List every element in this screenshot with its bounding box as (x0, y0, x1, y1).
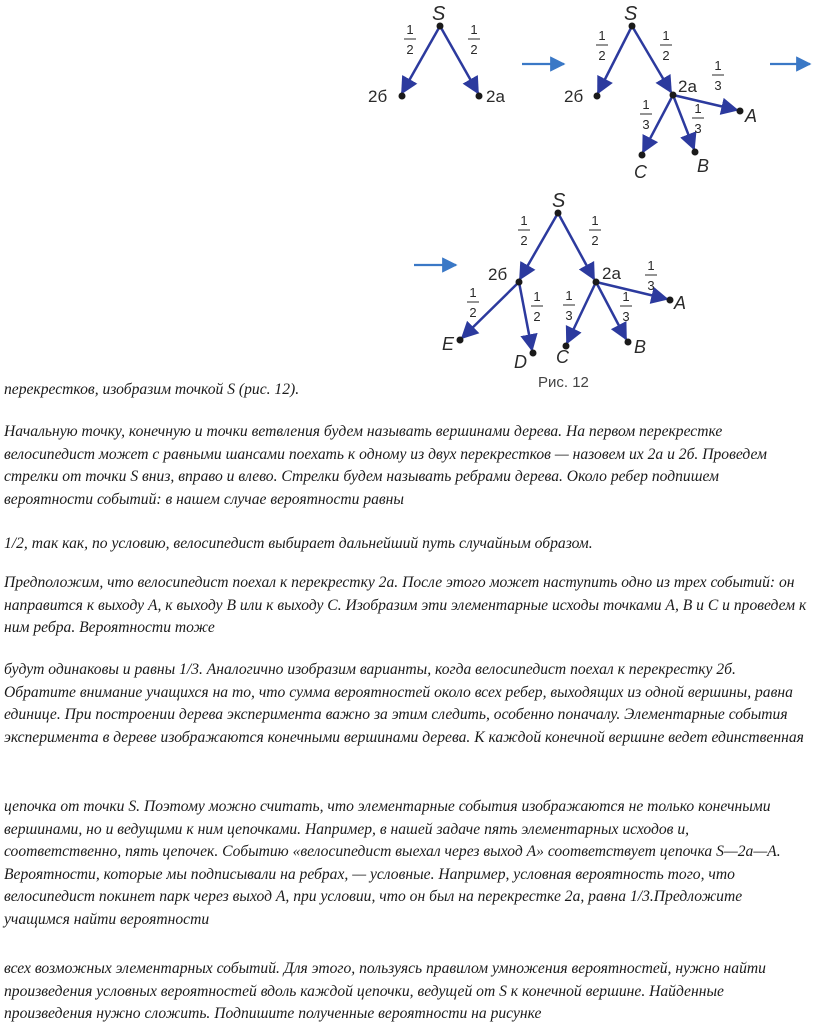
figure-caption: Рис. 12 (538, 374, 589, 391)
svg-text:1: 1 (598, 28, 606, 43)
svg-text:3: 3 (714, 78, 722, 93)
svg-text:2: 2 (598, 48, 606, 63)
svg-text:1: 1 (662, 28, 670, 43)
svg-text:1: 1 (642, 97, 650, 112)
svg-text:1: 1 (565, 288, 573, 303)
label-a: A (745, 106, 758, 126)
label-e: E (442, 334, 455, 354)
label-2a: 2а (602, 264, 621, 283)
prob-label (712, 58, 724, 93)
label-2b: 2б (564, 87, 584, 106)
tree-step-2 (564, 3, 757, 182)
paragraph-3: 1/2, так как, по условию, велосипедист выбирает дальнейший путь случайным образом. (4, 535, 593, 552)
svg-text:2: 2 (469, 305, 477, 320)
svg-text:1: 1 (714, 58, 722, 73)
label-d: D (514, 352, 527, 372)
node-2b (399, 93, 406, 100)
prob-label (518, 213, 530, 248)
svg-text:2: 2 (591, 233, 599, 248)
svg-text:3: 3 (647, 278, 655, 293)
svg-text:2: 2 (406, 42, 414, 57)
edge-s-2a (558, 213, 594, 279)
edge-2a-b (673, 95, 694, 149)
node-b (692, 149, 699, 156)
svg-text:1: 1 (694, 101, 702, 116)
node-a (667, 297, 674, 304)
svg-text:1: 1 (591, 213, 599, 228)
svg-text:1: 1 (470, 22, 478, 37)
node-e (457, 337, 464, 344)
prob-label (660, 28, 672, 63)
edge-2a-a (673, 95, 737, 110)
node-2b (594, 93, 601, 100)
label-b: B (634, 337, 647, 357)
prob-label (589, 213, 601, 248)
node-2a (593, 279, 600, 286)
svg-text:3: 3 (622, 309, 630, 324)
node-2a (670, 92, 677, 99)
svg-text:1: 1 (533, 289, 541, 304)
edge-2a-a (596, 282, 667, 299)
label-b: B (697, 156, 710, 176)
label-a: A (674, 293, 687, 313)
paragraph-5: будут одинаковы и равны 1/3. Аналогично изобразим варианты, когда велосипедист поехал к перекрестку 2б. Обратите внимание учащихся на то, что сумма вероятностей около всех ребер, выходящих из одной вершины, равна единице. При построении дерева эксперимента важно за этим следить, особенно поначалу. Элементарные события эксперимента в дереве изображаются конечными вершинами дерева. К каждой конечной вершине ведет единственная (4, 661, 804, 746)
label-2a: 2а (486, 87, 505, 106)
paragraph-1: перекрестков, изобразим точкой S (рис. 12). (4, 381, 300, 398)
prob-label (640, 97, 652, 132)
label-c: C (556, 347, 569, 367)
prob-label (645, 258, 657, 293)
svg-text:2: 2 (470, 42, 478, 57)
node-c (639, 152, 646, 159)
svg-text:1: 1 (647, 258, 655, 273)
label-2b: 2б (368, 87, 388, 106)
tree-step-1 (368, 3, 505, 106)
tree-step-3 (442, 190, 686, 391)
label-2b: 2б (488, 265, 508, 284)
paragraph-2: Начальную точку, конечную и точки ветвления будем называть вершинами дерева. На первом перекрестке велосипедист может с равными шансами поехать к одному из двух перекрестков — назовем их 2а и 2б. Проведем стрелки от точки S вниз, вправо и влево. Стрелки будем называть ребрами дерева. Около ребер подпишем вероятности событий: в нашем случае вероятности равны (4, 423, 767, 508)
svg-text:1: 1 (520, 213, 528, 228)
edge-2b-d (519, 282, 532, 350)
svg-text:1: 1 (406, 22, 414, 37)
probability-tree-figure (0, 0, 816, 400)
svg-text:1: 1 (622, 289, 630, 304)
prob-label (467, 285, 479, 320)
svg-text:3: 3 (565, 308, 573, 323)
node-b (625, 339, 632, 346)
label-s: S (624, 3, 638, 25)
node-2b (516, 279, 523, 286)
svg-text:1: 1 (469, 285, 477, 300)
node-a (737, 108, 744, 115)
svg-text:2: 2 (520, 233, 528, 248)
label-2a: 2а (678, 77, 697, 96)
node-2a (476, 93, 483, 100)
label-c: C (634, 162, 647, 182)
node-d (530, 350, 537, 357)
svg-text:2: 2 (662, 48, 670, 63)
prob-label (468, 22, 480, 57)
svg-text:2: 2 (533, 309, 541, 324)
prob-label (596, 28, 608, 63)
label-s: S (552, 190, 566, 212)
prob-label (692, 101, 704, 136)
svg-text:3: 3 (694, 121, 702, 136)
paragraph-7: всех возможных элементарных событий. Для этого, пользуясь правилом умножения вероятностей, нужно найти произведения условных вероятностей вдоль каждой цепочки, ведущей от S к конечной вершине. Найденные произведения нужно сложить. Подпишите полученные вероятности на рисунке (4, 960, 766, 1023)
prob-label (531, 289, 543, 324)
prob-label (620, 289, 632, 324)
paragraph-4: Предположим, что велосипедист поехал к перекрестку 2а. После этого может наступить одно из трех событий: он направится к выходу А, к выходу В или к выходу С. Изобразим эти элементарные исходы точками А, В и С и проведем к ним ребра. Вероятности тоже (4, 574, 807, 637)
paragraph-6: цепочка от точки S. Поэтому можно считать, что элементарные события изображаются не только конечными вершинами, но и ведущими к ним цепочками. Например, в нашей задаче пять элементарных исходов и, соответственно, пять цепочек. Событию «велосипедист выехал через выход А» соответствует цепочка S—2а—А. Вероятности, которые мы подписывали на ребрах, — условные. Например, условная вероятность того, что велосипедист покинет парк через выход А, при условии, что он был на перекрестке 2а, равна 1/3.Предложите учащимся найти вероятности (4, 798, 781, 928)
prob-label (404, 22, 416, 57)
label-s: S (432, 3, 446, 25)
prob-label (563, 288, 575, 323)
svg-text:3: 3 (642, 117, 650, 132)
